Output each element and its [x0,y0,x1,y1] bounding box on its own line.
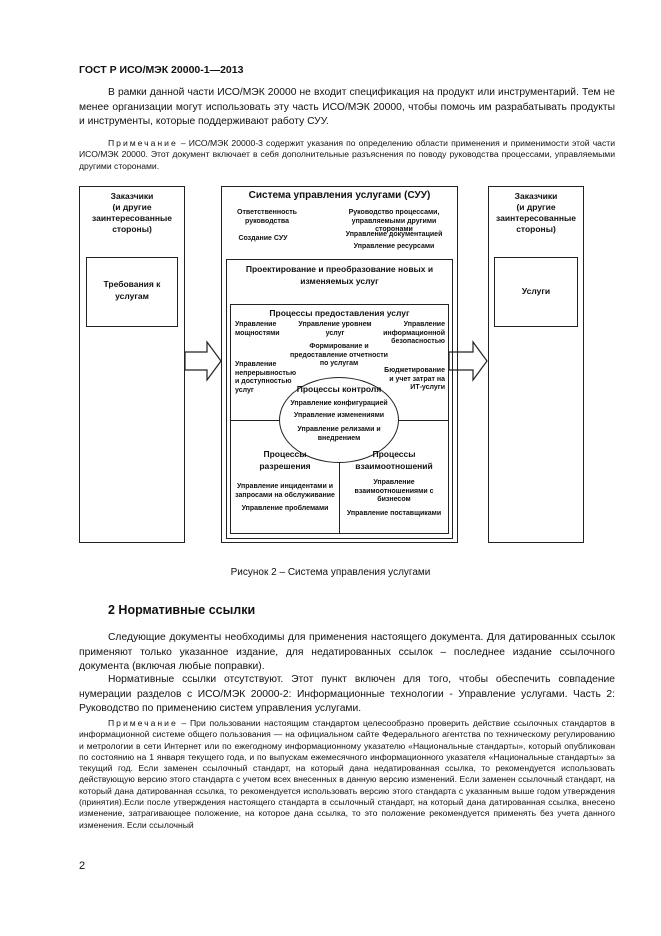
delivery-security: Управление информационной безопасностью [383,321,445,345]
note-1-text: – ИСО/МЭК 20000-3 содержит указания по определению области применения и применимости этой части ИСО/МЭК 20000. Этот документ включает в себя дополнительные разъяснения по поводу руководства процессами, управляемыми другими сторонами. [79,138,615,171]
processes-box [230,304,449,534]
requirements-label: Требования к услугам [103,279,161,301]
delivery-continuity: Управление непрерывностью и доступностью услуг [235,361,297,394]
control-title: Процессы контроля [296,384,382,394]
sms-box [221,186,458,543]
intro-paragraph: В рамки данной части ИСО/МЭК 20000 не входит спецификация на продукт или инструментарий. Тем не менее организации могут использовать эту часть ИСО/МЭК 20000, чтобы помочь им разрабатывать продукты и инструменты, которые поддерживают работу СУУ. [79,87,615,127]
control-change: Управление изменениями [293,412,385,419]
resolution-problem: Управление проблемами [241,505,329,512]
sms-responsibility: Ответственность руководства [237,209,297,225]
sms-resources: Управление ресурсами [353,243,435,250]
delivery-title: Процессы предоставления услуг [269,308,410,318]
relationship-business: Управление взаимоотношениями с бизнесом [354,479,434,503]
delivery-budgeting: Бюджетирование и учет затрат на ИТ-услуги [384,367,445,391]
delivery-capacity: Управление мощностями [235,321,280,337]
customers-left-box [79,186,185,543]
note-2-text: – При пользовании настоящим стандартом целесообразно проверить действие ссылочных стандартов в информационной системе общего пользования — на официальном сайте Федерального агентства по техническому регулированию и метрологии в сети Интернет или по ежегодному информационному указателю «Национальные стандарты», который опубликован по состоянию на 1 января текущего года, и по выпускам ежемесячного информационного указателя «Национальные стандарты» за текущий год. Если заменен ссылочный стандарт, на который дана недатированная ссылка, то рекомендуется использовать действующую версию этого стандарта с учетом всех внесенных в данную версию изменений. Если заменен ссылочный стандарт, на который дана датированная ссылка, то рекомендуется использовать версию этого стандарта с указанным выше годом утверждения (принятия).Если после утверждения настоящего стандарта в ссылочный стандарт, на который дана датированная ссылка, внесено изменение, затрагивающее положение, на которое дана ссылка, то это положение рекомендуется применять без учета данного изменения. Если ссылочный [79,718,615,830]
control-release: Управление релизами и внедрением [297,426,381,442]
resolution-title: Процессы разрешения [259,449,311,471]
note-2 [79,718,615,831]
relationship-supplier: Управление поставщиками [346,510,442,517]
note-1-label: Примечание [108,138,178,148]
services-label: Услуги [521,286,551,296]
paragraph-2: Следующие документы необходимы для применения настоящего документа. Для датированных ссылок применяют только указанное издание, для недатированных ссылок – последнее издание ссылочного документа (включая любые поправки). [79,632,615,672]
design-transition-title: Проектирование и преобразование новых и изменяемых услуг [245,264,434,286]
customers-right-title: Заказчики (и другие заинтересованные стороны) [496,191,576,234]
relationship-title: Процессы взаимоотношений [355,449,433,471]
customers-left-title: Заказчики (и другие заинтересованные стороны) [92,191,172,234]
document-header: ГОСТ Р ИСО/МЭК 20000-1—2013 [79,64,244,76]
services-box [494,257,578,327]
requirements-box [86,257,178,327]
customers-right-box [488,186,584,543]
page-number: 2 [79,860,86,872]
arrow-in-icon [183,340,223,382]
resolution-incident: Управление инцидентами и запросами на обслуживание [235,483,335,499]
figure-caption: Рисунок 2 – Система управления услугами [230,567,431,578]
delivery-reporting: Формирование и предоставление отчетности по услугам [290,343,388,367]
note-2-label: Примечание [108,718,178,728]
sms-title: Система управления услугами (СУУ) [248,190,431,201]
sms-governance: Руководство процессами, управляемыми другими сторонами [348,209,440,233]
section-title: 2 Нормативные ссылки [108,603,256,617]
delivery-slm: Управление уровнем услуг [298,321,372,337]
control-config: Управление конфигурацией [290,400,388,407]
paragraph-3: Нормативные ссылки отсутствуют. Этот пункт включен для того, чтобы обеспечить совпадение нумерации разделов с ИСО/МЭК 20000-2: Информационные технологии - Управление услугами. Часть 2: Руководство по применению систем управления услугами. [79,674,615,714]
sms-documentation: Управление документацией [345,231,443,238]
sms-establish: Создание СУУ [238,235,288,242]
design-transition-box [226,259,453,539]
